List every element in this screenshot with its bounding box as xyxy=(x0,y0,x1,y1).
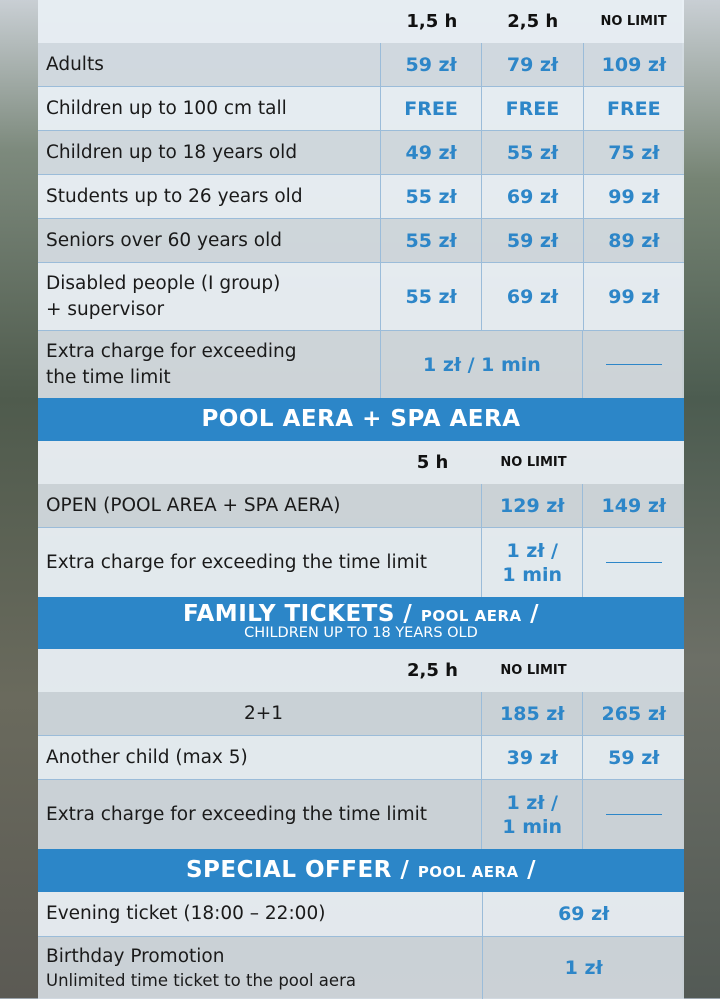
price-list xyxy=(38,0,684,999)
no-value-dash xyxy=(582,780,684,849)
price-row xyxy=(38,218,684,262)
price-row-extra-charge xyxy=(38,527,684,597)
row-label: 2+1 xyxy=(243,702,283,724)
section-banner-special-offer: SPECIAL OFFER / POOL AERA / xyxy=(38,849,684,892)
row-label: Students up to 26 years old xyxy=(46,185,303,207)
price-value: FREE xyxy=(481,87,582,130)
price-row-extra-charge xyxy=(38,779,684,849)
family-header-row xyxy=(38,649,684,692)
family-header-2-5h: 2,5 h xyxy=(407,660,458,681)
price-value: FREE xyxy=(380,87,481,130)
price-value: 55 zł xyxy=(380,219,481,262)
price-row-extra-charge xyxy=(38,330,684,398)
price-row xyxy=(38,86,684,130)
price-value: FREE xyxy=(583,87,684,130)
spa-header-no-limit: NO LIMIT xyxy=(500,455,567,470)
price-value: 59 zł xyxy=(481,219,582,262)
row-label: Adults xyxy=(46,53,104,75)
section-banner-pool-spa xyxy=(38,398,684,441)
pool-header-no-limit: NO LIMIT xyxy=(600,14,667,29)
price-value-line2: 1 min xyxy=(502,563,563,586)
row-label: OPEN (POOL AREA + SPA AERA) xyxy=(46,494,341,516)
row-label-line1: Disabled people (I group) xyxy=(46,272,281,294)
price-value: 59 zł xyxy=(380,43,481,86)
price-row xyxy=(38,43,684,86)
no-value-dash xyxy=(582,331,684,398)
row-label: Extra charge for exceeding the time limit xyxy=(46,803,428,825)
price-value: 55 zł xyxy=(380,175,481,218)
price-row xyxy=(38,174,684,218)
family-header-no-limit: NO LIMIT xyxy=(500,663,567,678)
price-value: 39 zł xyxy=(481,736,583,779)
row-label-line1: Birthday Promotion xyxy=(46,946,225,967)
section-subtitle: CHILDREN UP TO 18 YEARS OLD xyxy=(244,625,478,641)
price-value-line1: 1 zł / xyxy=(506,791,558,814)
price-value-line2: 1 min xyxy=(502,815,563,838)
price-row xyxy=(38,692,684,735)
price-value: 129 zł xyxy=(481,484,583,527)
price-value: 1 zł / 1 min xyxy=(380,331,582,398)
section-title-small: POOL AERA xyxy=(417,863,519,881)
section-title-small: POOL AERA xyxy=(420,607,522,625)
price-row-disabled xyxy=(38,262,684,330)
background-right xyxy=(682,0,720,998)
no-value-dash xyxy=(582,528,684,597)
row-label: Evening ticket (18:00 – 22:00) xyxy=(46,903,326,924)
price-value: 99 zł xyxy=(583,175,684,218)
pool-header-1-5h: 1,5 h xyxy=(406,11,458,32)
row-label-line2: the time limit xyxy=(46,366,171,388)
price-value: 109 zł xyxy=(583,43,684,86)
price-row xyxy=(38,130,684,174)
spa-header-row xyxy=(38,441,684,484)
section-title: FAMILY TICKETS xyxy=(182,601,395,627)
price-value: 49 zł xyxy=(380,131,481,174)
spa-header-5h: 5 h xyxy=(416,452,449,473)
row-label: Extra charge for exceeding the time limit xyxy=(46,551,428,573)
row-label: Children up to 100 cm tall xyxy=(46,97,287,119)
row-label: Another child (max 5) xyxy=(46,746,248,768)
price-value: 265 zł xyxy=(582,692,684,735)
price-value: 79 zł xyxy=(481,43,582,86)
row-label-line1: Extra charge for exceeding xyxy=(46,340,297,362)
background-left xyxy=(0,0,38,998)
price-value: 59 zł xyxy=(582,736,684,779)
row-label-line2: Unlimited time ticket to the pool aera xyxy=(46,971,356,990)
price-value-line1: 1 zł / xyxy=(506,539,558,562)
section-title: POOL AERA + SPA AERA xyxy=(201,406,521,432)
price-value: 69 zł xyxy=(481,263,582,330)
price-value: 99 zł xyxy=(583,263,684,330)
row-label: Children up to 18 years old xyxy=(46,141,298,163)
price-value: 89 zł xyxy=(583,219,684,262)
price-value: 1 zł xyxy=(482,937,684,999)
price-row xyxy=(38,484,684,527)
row-label-line2: + supervisor xyxy=(46,298,165,320)
row-label: Seniors over 60 years old xyxy=(46,229,282,251)
price-row xyxy=(38,892,684,936)
section-banner-family: FAMILY TICKETS / POOL AERA / CHILDREN UP TO 18 YEARS OLD xyxy=(38,597,684,649)
price-value: 69 zł xyxy=(481,175,582,218)
price-value: 149 zł xyxy=(582,484,684,527)
pool-header-2-5h: 2,5 h xyxy=(507,11,559,32)
price-value: 69 zł xyxy=(482,892,684,936)
price-value: 185 zł xyxy=(481,692,583,735)
price-value: 55 zł xyxy=(481,131,582,174)
section-title: SPECIAL OFFER xyxy=(185,857,392,883)
pool-header-row xyxy=(38,0,684,43)
price-value: 55 zł xyxy=(380,263,481,330)
price-row xyxy=(38,735,684,779)
price-row-birthday xyxy=(38,936,684,999)
price-value: 75 zł xyxy=(583,131,684,174)
